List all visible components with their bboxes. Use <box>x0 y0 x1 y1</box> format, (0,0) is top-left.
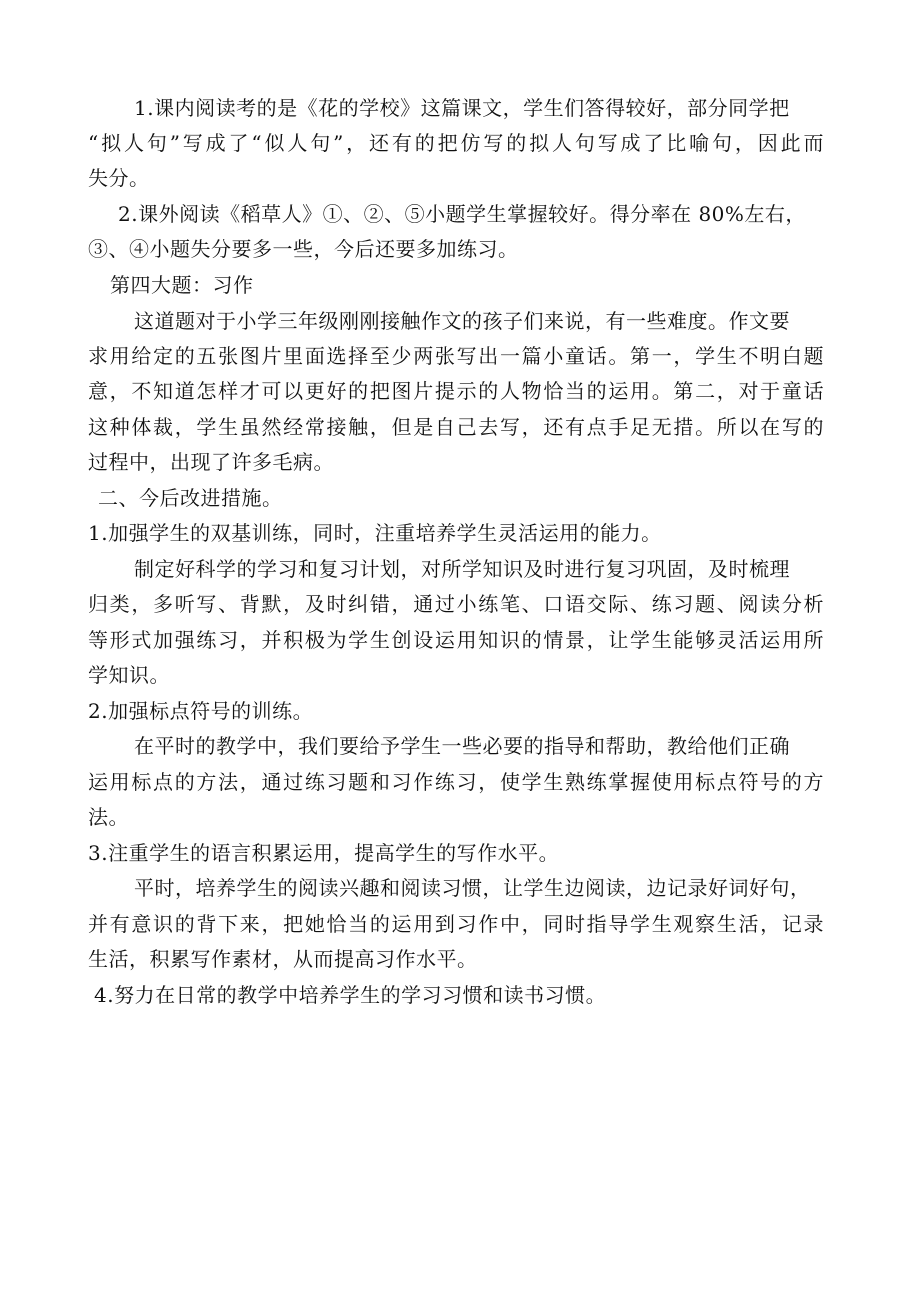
text-line: 这种体裁，学生虽然经常接触，但是自己去写，还有点手足无措。所以在写的 <box>88 415 824 439</box>
text-line: 并有意识的背下来，把她恰当的运用到习作中，同时指导学生观察生活，记录 <box>88 912 824 936</box>
text-line: 意，不知道怎样才可以更好的把图片提示的人物恰当的运用。第二，对于童话 <box>88 379 824 403</box>
section-heading: 二、今后改进措施。 <box>98 486 283 510</box>
text-line: 1.课内阅读考的是《花的学校》这篇课文，学生们答得较好，部分同学把 <box>134 96 790 120</box>
text-line: 在平时的教学中，我们要给予学生一些必要的指导和帮助，教给他们正确 <box>134 734 790 758</box>
subsection-heading: 2.加强标点符号的训练。 <box>88 699 314 723</box>
text-line: 运用标点的方法，通过练习题和习作练习，使学生熟练掌握使用标点符号的方 <box>88 770 824 794</box>
text-line: ③、④小题失分要多一些，今后还要多加练习。 <box>88 237 519 261</box>
text-line: 2.课外阅读《稻草人》①、②、⑤小题学生掌握较好。得分率在 80%左右， <box>118 202 806 226</box>
subsection-heading: 4.努力在日常的教学中培养学生的学习习惯和读书习惯。 <box>94 983 607 1007</box>
text-line: 法。 <box>88 805 129 829</box>
text-line: 等形式加强练习，并积极为学生创设运用知识的情景，让学生能够灵活运用所 <box>88 628 824 652</box>
text-line: 归类，多听写、背默，及时纠错，通过小练笔、口语交际、练习题、阅读分析 <box>88 592 824 616</box>
text-line: 学知识。 <box>88 663 170 687</box>
text-line: 过程中，出现了许多毛病。 <box>88 450 334 474</box>
text-line: 这道题对于小学三年级刚刚接触作文的孩子们来说，有一些难度。作文要 <box>134 309 790 333</box>
text-line: 平时，培养学生的阅读兴趣和阅读习惯，让学生边阅读，边记录好词好句， <box>134 876 811 900</box>
section-heading: 第四大题：习作 <box>110 273 254 297</box>
text-line: 制定好科学的学习和复习计划，对所学知识及时进行复习巩固，及时梳理 <box>134 557 790 581</box>
text-line: 求用给定的五张图片里面选择至少两张写出一篇小童话。第一，学生不明白题 <box>88 344 824 368</box>
subsection-heading: 3.注重学生的语言积累运用，提高学生的写作水平。 <box>88 841 560 865</box>
text-line: “拟人句”写成了“似人句”，还有的把仿写的拟人句写成了比喻句，因此而 <box>88 131 824 155</box>
text-line: 生活，积累写作素材，从而提高习作水平。 <box>88 947 478 971</box>
subsection-heading: 1.加强学生的双基训练，同时，注重培养学生灵活运用的能力。 <box>88 521 662 545</box>
text-line: 失分。 <box>88 166 150 190</box>
